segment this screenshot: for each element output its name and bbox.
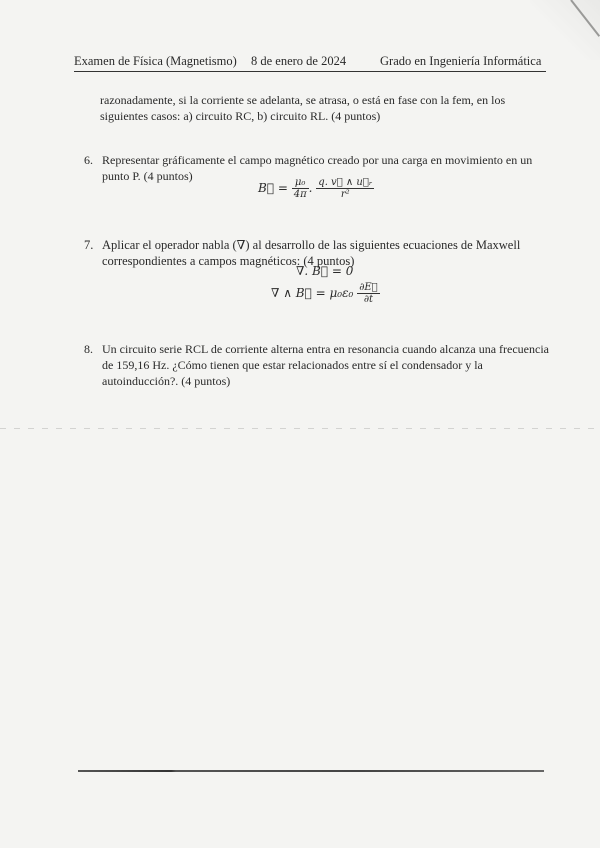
question-text: Representar gráficamente el campo magnético creado por una carga en movimiento en un punto P. (4 puntos)	[102, 153, 533, 183]
question-5-continuation: razonadamente, si la corriente se adelanta, se atrasa, o está en fase con la fem, en los siguientes casos: a) circuito RC, b) circuito RL. (4 puntos)	[100, 93, 506, 123]
question-text: Un circuito serie RCL de corriente alterna entra en resonancia cuando alcanza una frecuencia de 159,16 Hz. ¿Cómo tienen que estar relacionados entre sí el condensador y la autoinducción?. (4 puntos)	[102, 342, 549, 388]
question-text: Aplicar el operador nabla (∇) al desarrollo de las siguientes ecuaciones de Maxwell correspondientes a campos magnéticos: (4 puntos)	[102, 238, 521, 268]
eq-den: r²	[340, 189, 350, 200]
exam-header	[74, 54, 546, 74]
question-number: 7.	[84, 238, 94, 252]
question-number: 6.	[84, 153, 93, 167]
bottom-rule	[78, 770, 544, 772]
biot-savart-equation: B⃗ = $\frac{\text{μ₀}}{4\pi}$ . $\frac{\text{q. v⃗ ∧ u⃗ᵣ}}{\text{r²}}$	[258, 177, 373, 200]
bleed-through-line	[0, 428, 600, 429]
header-date: 8 de enero de 2024	[251, 54, 347, 68]
eq-fraction-constant	[292, 177, 309, 200]
page-corner-shade	[530, 0, 600, 60]
eq-fraction-derivative	[357, 282, 379, 305]
eq-den: ∂t	[363, 294, 374, 305]
header-rule	[74, 71, 546, 72]
eq-den: 4π	[293, 189, 307, 200]
eq-lhs: ∇ ∧ B⃗ = μ₀ε₀	[271, 286, 354, 300]
eq-lhs: B⃗ =	[258, 181, 288, 195]
eq-num: q. v⃗ ∧ u⃗ᵣ	[318, 177, 373, 188]
header-degree: Grado en Ingeniería Informática	[380, 54, 542, 68]
maxwell-curl-equation	[271, 282, 380, 305]
maxwell-divergence-equation: ∇. B⃗ = 0	[296, 264, 354, 278]
eq-num: ∂E⃗	[359, 282, 378, 293]
question-number: 8.	[84, 342, 93, 356]
eq-num: μ₀	[292, 177, 309, 189]
header-subject: Examen de Física (Magnetismo)	[74, 54, 237, 68]
eq-fraction-charge	[316, 177, 374, 200]
